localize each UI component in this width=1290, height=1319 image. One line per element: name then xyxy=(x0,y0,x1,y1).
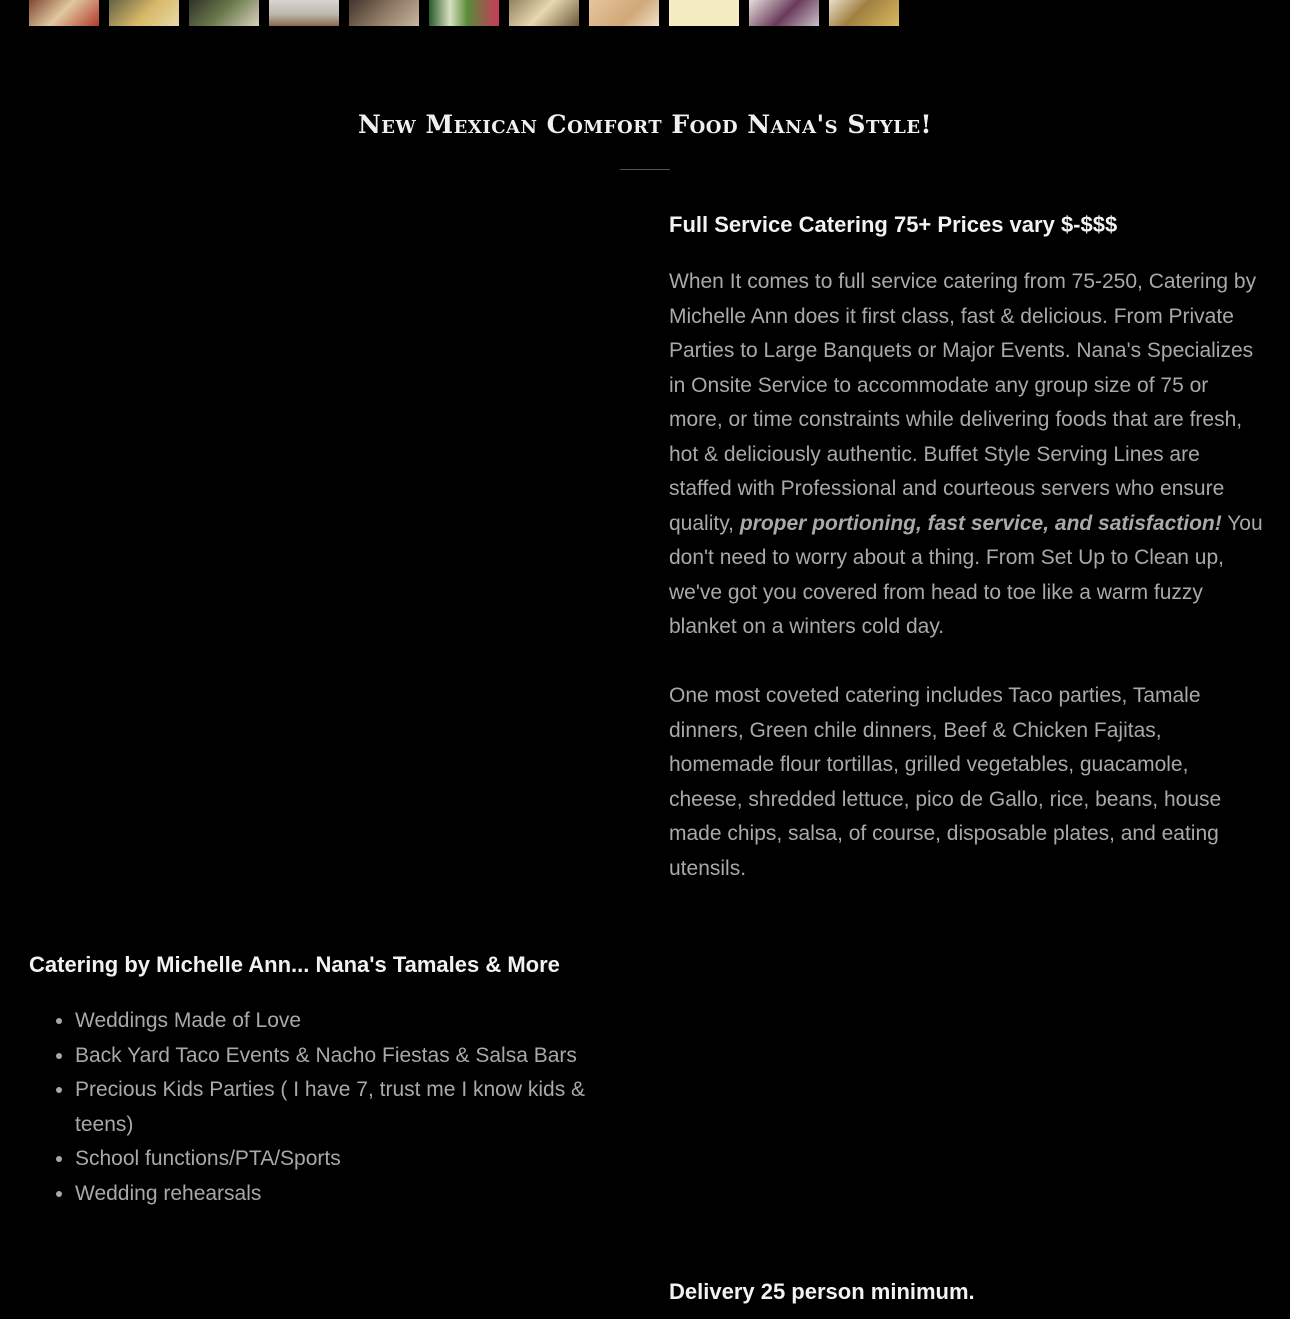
section-title: New Mexican Comfort Food Nana's Style! xyxy=(357,110,933,139)
gallery-thumbnail[interactable] xyxy=(429,0,499,26)
full-service-paragraph xyxy=(669,265,1264,645)
gallery-thumbnail[interactable] xyxy=(749,0,819,26)
menu-paragraph: One most coveted catering includes Taco parties, Tamale dinners, Green chile dinners, Beef & Chicken Fajitas, homemade flour tortillas, grilled vegetables, guacamole, cheese, shredded lettuce, pico de Gallo, rice, beans, house made chips, salsa, of course, disposable plates, and eating utensils. xyxy=(669,684,1222,880)
gallery-thumbnail[interactable] xyxy=(109,0,179,26)
thumbnail-strip xyxy=(29,0,899,26)
full-service-heading: Full Service Catering 75+ Prices vary $-$$$ xyxy=(669,212,1118,237)
list-item: • Weddings Made of Love xyxy=(75,1004,589,1039)
events-block xyxy=(29,950,589,1211)
gallery-thumbnail[interactable] xyxy=(669,0,739,26)
gallery-thumbnail[interactable] xyxy=(29,0,99,26)
gallery-thumbnail[interactable] xyxy=(269,0,339,26)
gallery-thumbnail[interactable] xyxy=(189,0,259,26)
gallery-thumbnail[interactable] xyxy=(349,0,419,26)
full-service-block xyxy=(669,210,1264,886)
gallery-thumbnail[interactable] xyxy=(509,0,579,26)
events-heading: Catering by Michelle Ann... Nana's Tamales & More xyxy=(29,952,560,977)
list-item: • Precious Kids Parties ( I have 7, trust me I know kids & teens) xyxy=(75,1073,589,1142)
list-item: • School functions/PTA/Sports xyxy=(75,1142,589,1177)
paragraph-emphasis: proper portioning, fast service, and satisfaction! xyxy=(739,511,1222,535)
events-list xyxy=(29,1004,589,1211)
list-item: • Wedding rehearsals xyxy=(75,1177,589,1212)
gallery-thumbnail[interactable] xyxy=(829,0,899,26)
gallery-thumbnail[interactable] xyxy=(589,0,659,26)
delivery-block xyxy=(669,1277,1264,1307)
list-item: • Back Yard Taco Events & Nacho Fiestas & Salsa Bars xyxy=(75,1039,589,1074)
paragraph-text: When It comes to full service catering from 75-250, Catering by Michelle Ann does it first class, fast & delicious. From Private Parties to Large Banquets or Major Events. Nana's Specializes in Onsite Service to accommodate any group size of 75 or more, or time constraints while delivering foods that are fresh, hot & deliciously authentic. Buffet Style Serving Lines are staffed with Professional and courteous servers who ensure quality, xyxy=(669,270,1257,535)
delivery-heading: Delivery 25 person minimum. xyxy=(669,1279,975,1304)
title-divider xyxy=(620,169,670,170)
paragraph-text: You don't need to worry about a thing. From Set Up to Clean up, we've got you covered from head to toe like a warm fuzzy blanket on a winters cold day. xyxy=(669,511,1263,638)
